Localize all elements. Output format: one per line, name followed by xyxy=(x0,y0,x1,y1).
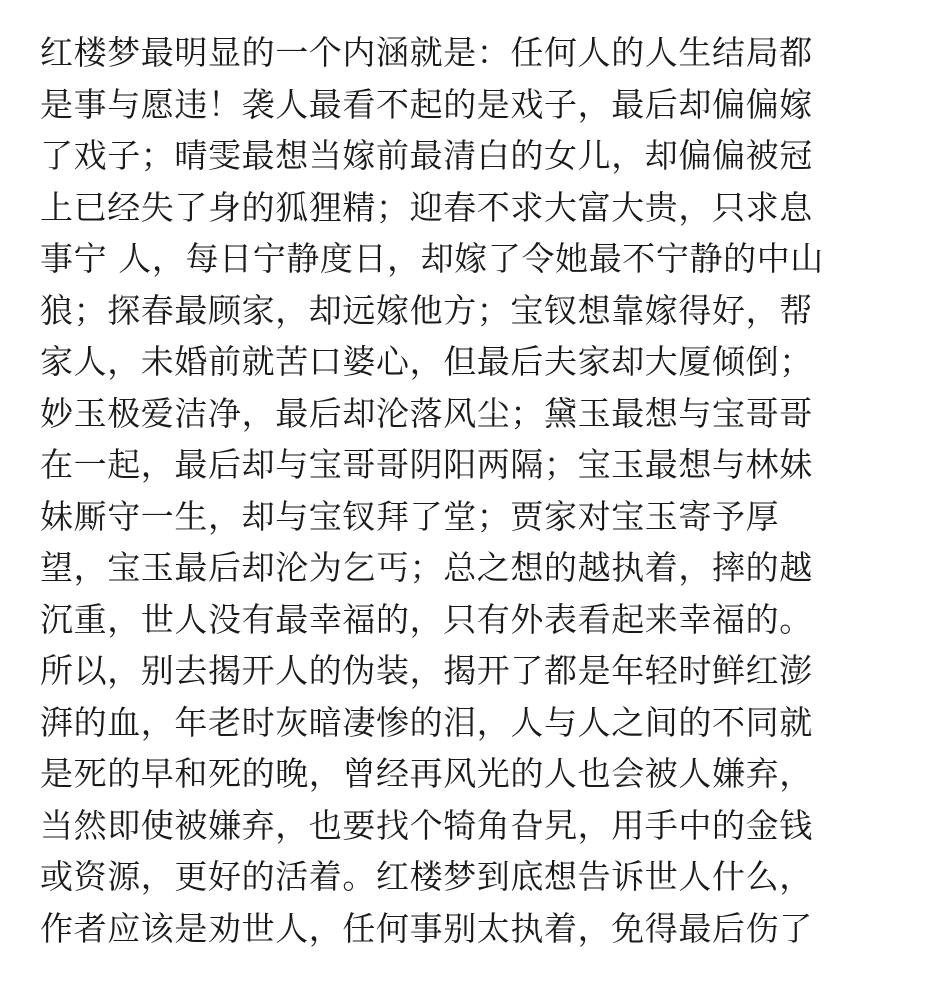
text-line: 是死的早和死的晚，曾经再风光的人也会被人嫌弃， xyxy=(40,754,813,793)
text-line: 事宁 人，每日宁静度日，却嫁了令她最不宁静的中山 xyxy=(40,239,824,278)
text-line: 妙玉极爱洁净，最后却沦落风尘；黛玉最想与宝哥哥 xyxy=(40,393,813,433)
text-line: 或资源，更好的活着。红楼梦到底想告诉世人什么， xyxy=(40,857,813,896)
text-line: 家人，未婚前就苦口婆心，但最后夫家却大厦倾倒； xyxy=(40,342,813,381)
text-line: 沉重，世人没有最幸福的，只有外表看起来幸福的。 xyxy=(40,599,813,639)
text-line: 当然即使被嫌弃，也要找个犄角旮旯，用手中的金钱 xyxy=(40,805,813,845)
text-line: 所以，别去揭开人的伪装，揭开了都是年轻时鲜红澎 xyxy=(40,651,813,690)
text-line: 湃的血，年老时灰暗凄惨的泪，人与人之间的不同就 xyxy=(40,702,813,742)
text-line: 是事与愿违！袭人最看不起的是戏子，最后却偏偏嫁 xyxy=(40,84,813,124)
text-line: 上已经失了身的狐狸精；迎春不求大富大贵，只求息 xyxy=(40,187,813,227)
text-line: 狼；探春最顾家，却远嫁他方；宝钗想靠嫁得好，帮 xyxy=(40,290,813,330)
text-line: 红楼梦最明显的一个内涵就是：任何人的人生结局都 xyxy=(40,33,813,72)
text-line: 了戏子；晴雯最想当嫁前最清白的女儿，却偏偏被冠 xyxy=(40,136,813,175)
text-line: 望，宝玉最后却沦为乞丐；总之想的越执着，摔的越 xyxy=(40,548,813,587)
article-text xyxy=(40,27,920,954)
text-line: 作者应该是劝世人，任何事别太执着，免得最后伤了 xyxy=(40,908,813,948)
text-line: 妹厮守一生，却与宝钗拜了堂；贾家对宝玉寄予厚 xyxy=(40,496,780,536)
text-line: 在一起，最后却与宝哥哥阴阳两隔；宝玉最想与林妹 xyxy=(40,445,813,484)
